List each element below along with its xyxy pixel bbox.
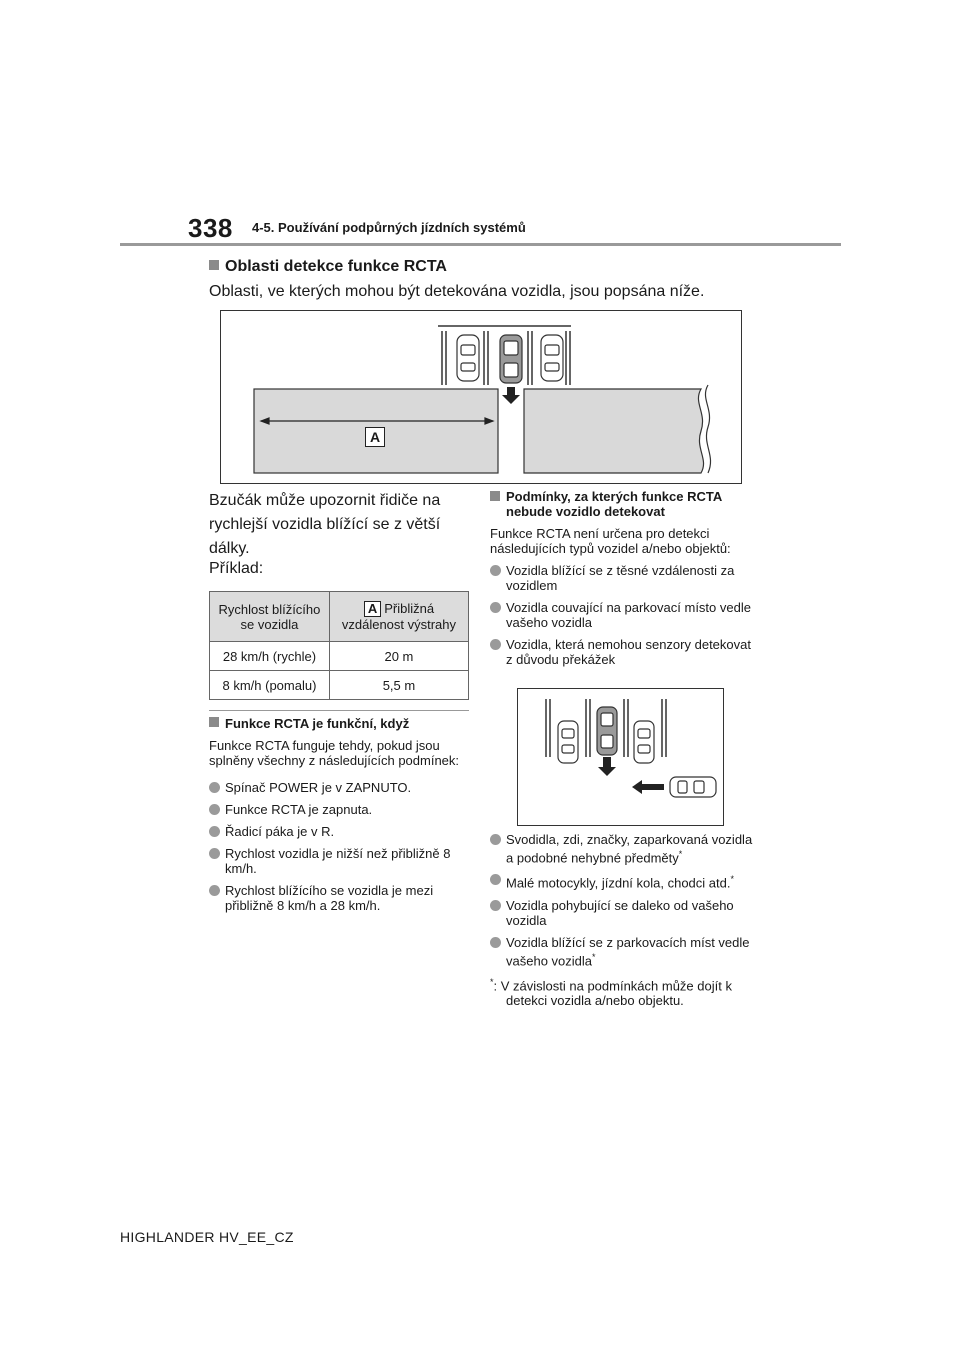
bullet-dot-icon	[490, 874, 501, 885]
bullet-dot-icon	[209, 848, 220, 859]
page-number: 338	[188, 213, 233, 243]
list-item: Malé motocykly, jízdní kola, chodci atd.*	[490, 872, 755, 890]
list-item: Vozidla couvající na parkovací místo vedle vašeho vozidla	[490, 600, 755, 630]
bullet-dot-icon	[490, 900, 501, 911]
approach-arrow-icon	[632, 780, 664, 794]
table-row	[210, 671, 469, 700]
right-detection-zone	[524, 389, 704, 473]
list-item: Vozidla, která nemohou senzory detekovat z důvodu překážek	[490, 637, 755, 667]
footnote-mark: *	[592, 951, 596, 962]
footnote-mark: *	[678, 849, 683, 859]
own-car-icon	[597, 707, 617, 755]
own-car-icon	[500, 335, 522, 383]
blocked-sensor-figure	[517, 688, 724, 826]
parked-car-left-icon	[558, 721, 578, 763]
bullet-dot-icon	[490, 937, 501, 948]
list-item: Rychlost blížícího se vozidla je mezi přibližně 8 km/h a 28 km/h.	[209, 883, 471, 913]
section-title: 4-5. Používání podpůrných jízdních systémů	[252, 220, 526, 235]
approaching-car-icon	[670, 777, 716, 797]
square-bullet-icon	[490, 491, 500, 501]
example-label: Příklad:	[209, 560, 264, 577]
list-item: Funkce RCTA je zapnuta.	[209, 802, 471, 817]
bullet-dot-icon	[209, 782, 220, 793]
detection-area-diagram	[221, 311, 741, 483]
not-detected-intro: Funkce RCTA není určena pro detekci následujících typů vozidel a/nebo objektů:	[490, 526, 731, 556]
bullet-dot-icon	[209, 885, 220, 896]
functional-heading: Funkce RCTA je funkční, když	[209, 716, 471, 731]
reverse-arrow-icon	[598, 757, 616, 776]
areas-heading: Oblasti detekce funkce RCTA	[209, 258, 447, 276]
table-badge-a: A	[364, 601, 381, 617]
bullet-dot-icon	[490, 834, 501, 845]
list-item: Svodidla, zdi, značky, zaparkovaná vozidla a podobné nehybné předměty*	[490, 832, 755, 865]
not-detected-heading: Podmínky, za kterých funkce RCTA nebude vozidlo detekovat	[490, 489, 755, 519]
square-bullet-icon	[209, 260, 219, 270]
bullet-dot-icon	[490, 565, 501, 576]
table-cell: 5,5 m	[329, 671, 468, 700]
table-cell: 8 km/h (pomalu)	[210, 671, 330, 700]
table-cell: 20 m	[329, 642, 468, 671]
list-item: Řadicí páka je v R.	[209, 824, 471, 839]
header-rule	[120, 243, 841, 246]
buzzer-text: Bzučák může upozornit řidiče na rychlejší vozidla blížící se z větší dálky.	[209, 492, 441, 557]
functional-section	[209, 716, 471, 913]
parked-car-right-icon	[541, 335, 563, 381]
intro-text: Oblasti, ve kterých mohou být detekována vozidla, jsou popsána níže.	[209, 283, 705, 300]
table-header-speed: Rychlost blížícího se vozidla	[210, 592, 330, 642]
bullet-dot-icon	[490, 639, 501, 650]
figure-label-a: A	[365, 427, 385, 447]
bullet-dot-icon	[490, 602, 501, 613]
not-detected-section	[490, 489, 755, 667]
bullet-dot-icon	[209, 804, 220, 815]
table-row	[210, 642, 469, 671]
not-detected-list-bottom	[490, 832, 755, 1008]
list-item: Vozidla pohybující se daleko od vašeho vozidla	[490, 898, 755, 928]
bullet-dot-icon	[209, 826, 220, 837]
list-item: Vozidla blížící se z těsné vzdálenosti za vozidlem	[490, 563, 755, 593]
reverse-arrow-icon	[502, 387, 520, 404]
parked-car-right-icon	[634, 721, 654, 763]
footer-model: HIGHLANDER HV_EE_CZ	[120, 1229, 294, 1245]
square-bullet-icon	[209, 717, 219, 727]
functional-intro: Funkce RCTA funguje tehdy, pokud jsou splněny všechny z následujících podmínek:	[209, 738, 460, 768]
list-item: Spínač POWER je v ZAPNUTO.	[209, 780, 471, 795]
blocked-sensor-diagram	[518, 689, 723, 825]
footnote: *: V závislosti na podmínkách může dojít k detekci vozidla a/nebo objektu.	[490, 976, 732, 1009]
list-item: Vozidla blížící se z parkovacích míst vedle vašeho vozidla*	[490, 935, 755, 968]
list-item: Rychlost vozidla je nižší než přibližně 8 km/h.	[209, 846, 471, 876]
speed-table	[209, 591, 469, 700]
table-header-distance: A Přibližná vzdálenost výstrahy	[329, 592, 468, 642]
footnote-mark: *	[730, 874, 734, 885]
table-cell: 28 km/h (rychle)	[210, 642, 330, 671]
parked-car-left-icon	[457, 335, 479, 381]
section-divider	[209, 710, 469, 711]
detection-area-figure	[220, 310, 742, 484]
